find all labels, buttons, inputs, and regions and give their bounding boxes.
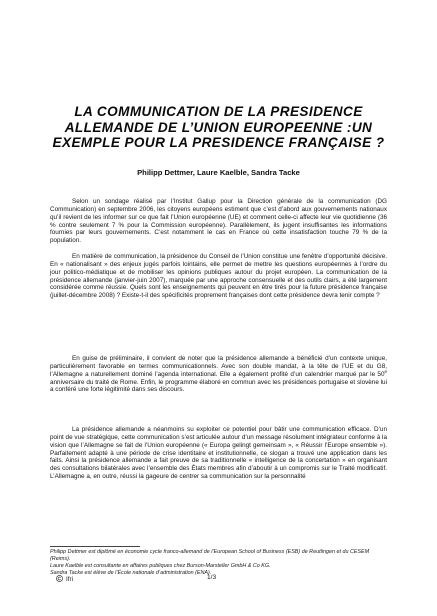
paragraph-3-text: En guise de préliminaire, il convient de noter que la présidence allemande a bénéficié d’un contexte unique, particulièrement favorable en termes communicationnels. Avec son double mandat, à la tête de l’UE et du G8, l’Allemagne a naturellement dominé l’agenda international. Elle a également profité d’un calendrier marqué par le 50 — [50, 355, 387, 378]
paragraph-2: En matière de communication, la présidence du Conseil de l’Union constitue une fenêtre d’opportunité décisive. En « nationalisant » des enjeux jugés parfois lointains, elle permet de mettre les questions européennes à l’ordre du jour politico-médiatique et de mobiliser les opinions publiques autour du projet européen. La communication de la présidence allemande (janvier-juin 2007), marquée par une approche consensuelle et des outils clairs, a été largement considérée comme réussie. Quels sont les enseignements qui peuvent en être tirés pour la future présidence française (juillet-décembre 2008) ? Existe-t-il des spécificités proprement françaises dont cette présidence devra tenir compte ? — [50, 253, 387, 300]
ordinal-superscript: e — [384, 368, 387, 374]
footnote-tacke: Sandra Tacke est élève de l’École nationale d’administration (ENA). — [50, 570, 212, 577]
paragraph-3-tail: anniversaire du traité de Rome. Enfin, le programme élaboré en commun avec les présidences portugaise et slovène lui a conféré une forte légitimité dans ses discours. — [50, 378, 387, 394]
paragraph-3 — [50, 355, 387, 394]
footnote-separator — [50, 546, 140, 547]
copyright-icon — [56, 575, 63, 584]
paragraph-4: La présidence allemande a néanmoins su exploiter ce potentiel pour bâtir une communication efficace. D’un point de vue stratégique, cette communication s’est articulée autour d’un message résolument intégrateur conforme à la vision que l’Allemagne se fait de l’Union européenne (« Europa gelingt gemeinsam », « Réussir l’Europe ensemble »). Parfaitement adapté à une période de crise identitaire et institutionnelle, ce slogan a trouvé une application dans les faits. Ainsi la présidence allemande a fait preuve de sa traditionnelle « intelligence de la concertation » en organisant des consultations bilatérales avec l’ensemble des États membres afin d’aboutir à un compromis sur le Traité modificatif. L’Allemagne a, en outre, réussi la gageure de centrer sa communication sur la personnalité — [50, 426, 387, 481]
copyright-label: Ifri — [66, 576, 74, 583]
copyright-notice — [56, 575, 73, 584]
paragraph-1: Selon un sondage réalisé par l’Institut Gallup pour la Direction générale de la communication (DG Communication) en septembre 2006, les citoyens européens estiment que c’est d’abord aux gouvernements nationaux qu’il revient de les informer sur ce que fait l’Union européenne (UE) et comment celle-ci affecte leur vie quotidienne (36 % contre seulement 7 % pour la Commission européenne). Parallèlement, ils jugent insuffisantes les informations fournies par leurs gouvernements. C’est notamment le cas en France où cette insatisfaction touche 79 % de la population. — [50, 198, 387, 245]
authors-line: Philipp Dettmer, Laure Kaelble, Sandra Tacke — [137, 168, 300, 177]
footnote-dettmer: Philipp Dettmer est diplômé en économie cycle franco-allemand de l’European School of Business (ESB) de Reutlingen et du CESEM (Reims). — [50, 549, 370, 563]
document-title: LA COMMUNICATION DE LA PRESIDENCE ALLEMANDE DE L’UNION EUROPEENNE :UN EXEMPLE POUR LA PRESIDENCE FRANÇAISE ? — [52, 104, 385, 150]
footnotes — [50, 549, 387, 577]
footnote-kaelble: Laure Kaelble est consultante en affaires publiques chez Burson-Marsteller GmbH & Co KG. — [50, 563, 271, 570]
page-number: 1/3 — [207, 574, 217, 581]
